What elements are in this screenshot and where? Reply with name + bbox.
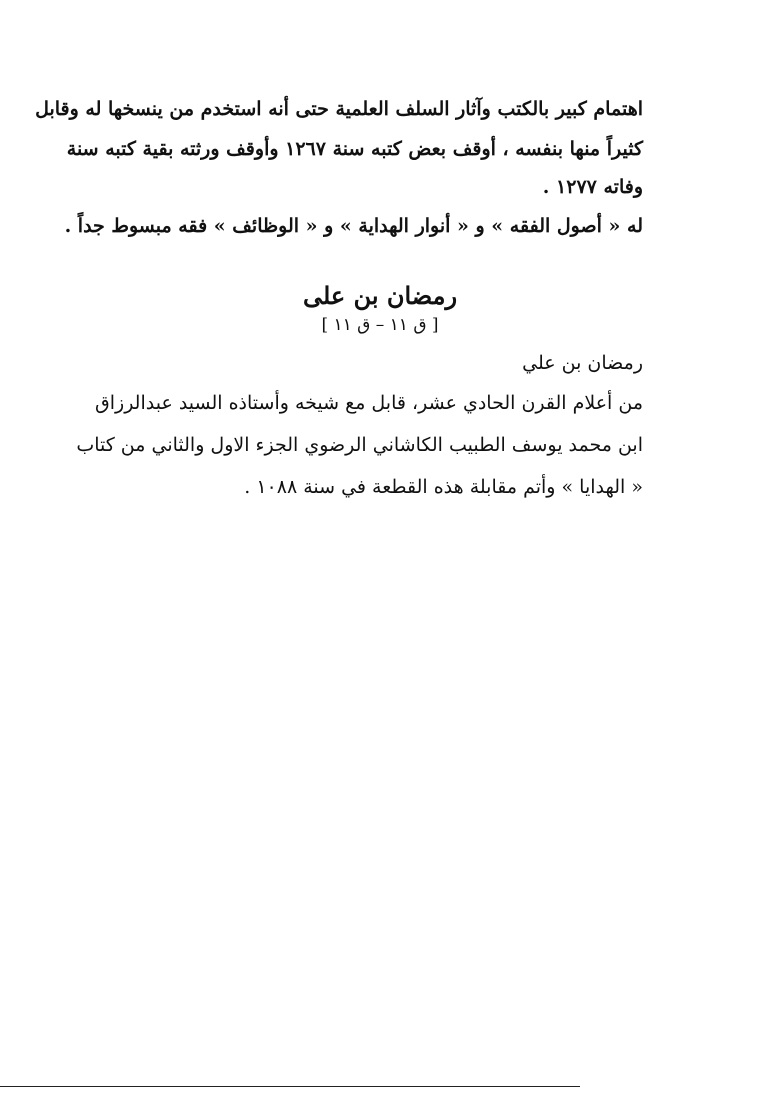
prev-entry-works: له « أصول الفقه » و « أنوار الهداية » و « الوظائف » فقه مبسوط جداً .	[64, 215, 643, 237]
entry-body-line-1: من أعلام القرن الحادي عشر، قابل مع شيخه وأستاذه السيد عبدالرزاق	[95, 392, 643, 414]
entry-title: رمضان بن على	[302, 281, 458, 310]
entry-dates: [ ق ١١ – ق ١١ ]	[321, 315, 439, 335]
prev-entry-line-1: اهتمام كبير بالكتب وآثار السلف العلمية حتى أنه استخدم من ينسخها له وقابل	[35, 98, 643, 120]
footer-rule	[0, 1086, 580, 1087]
prev-entry-line-2: كثيراً منها بنفسه ، أوقف بعض كتبه سنة ١٢٦٧ وأوقف ورثته بقية كتبه سنة	[66, 138, 643, 160]
entry-body-line-3: « الهدايا » وأتم مقابلة هذه القطعة في سنة ١٠٨٨ .	[244, 476, 643, 498]
entry-body-line-2: ابن محمد يوسف الطبيب الكاشاني الرضوي الجزء الاول والثاني من كتاب	[76, 434, 643, 456]
entry-name-line: رمضان بن علي	[522, 352, 643, 374]
prev-entry-line-3: وفاته ١٢٧٧ .	[542, 176, 643, 198]
